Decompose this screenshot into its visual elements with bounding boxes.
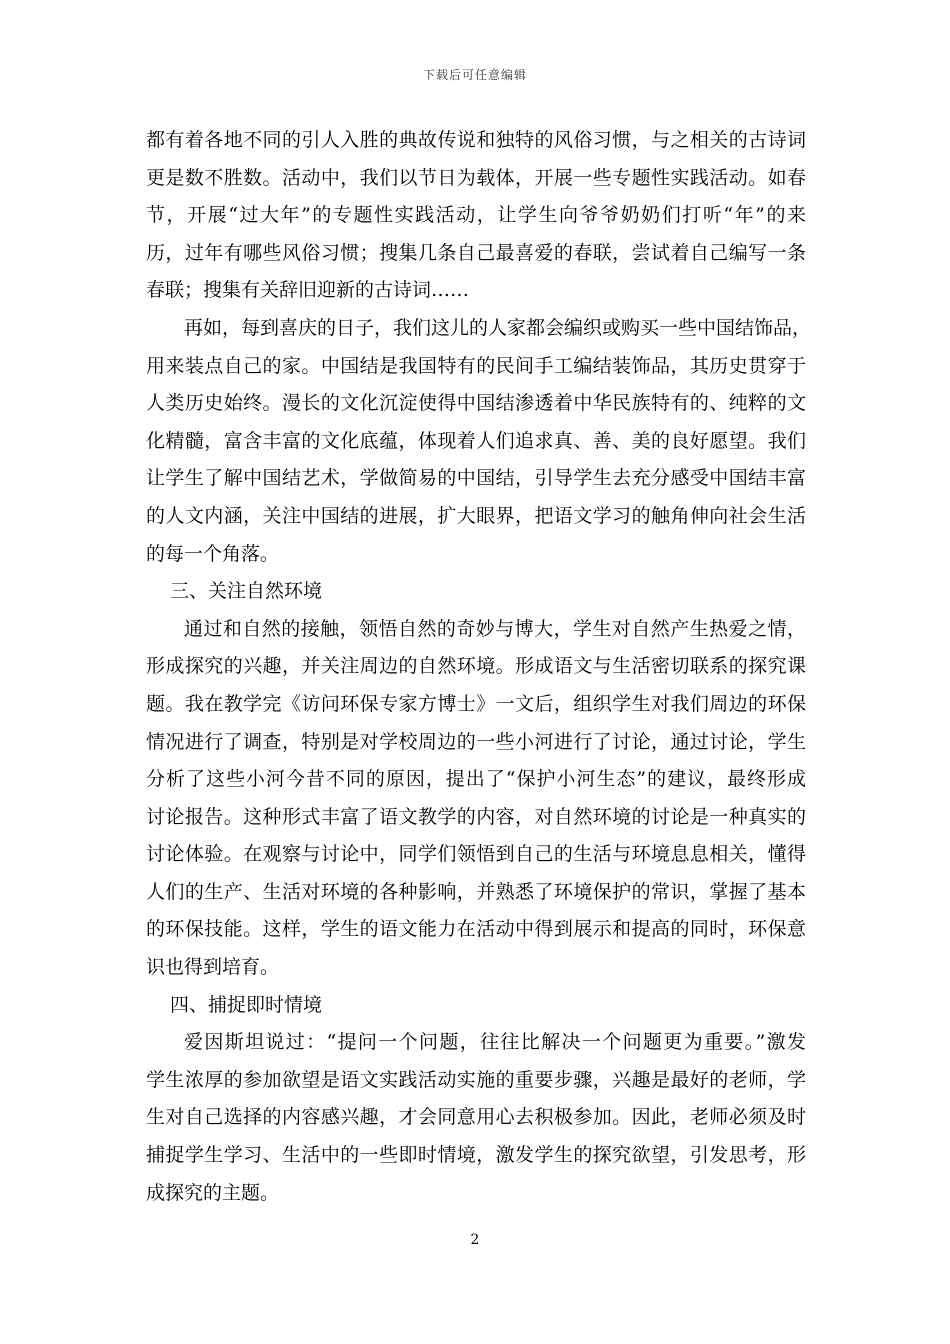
page-header: 下载后可任意编辑	[422, 68, 527, 82]
text-line: 学生浓厚的参加欲望是语文实践活动实施的重要步骤，兴趣是最好的老师，学	[146, 1068, 806, 1091]
text-line: 题。我在教学完《访问环保专家方博士》一文后，组织学生对我们周边的环保	[146, 692, 806, 715]
section-heading: 三、关注自然环境	[170, 580, 323, 603]
text-line: 春联；搜集有关辞旧迎新的古诗词……	[146, 279, 470, 302]
text-line: 都有着各地不同的引人入胜的典故传说和独特的风俗习惯，与之相关的古诗词	[146, 129, 806, 151]
text-line: 捕捉学生学习、生活中的一些即时情境，激发学生的探究欲望，引发思考，形	[146, 1144, 806, 1167]
text-line: 历，过年有哪些风俗习惯；搜集几条自己最喜爱的春联，尝试着自己编写一条	[146, 241, 806, 264]
text-line: 情况进行了调查，特别是对学校周边的一些小河进行了讨论，通过讨论，学生	[146, 730, 806, 753]
text-line: 的人文内涵，关注中国结的进展，扩大眼界，把语文学习的触角伸向社会生活	[146, 504, 806, 527]
text-line: 成探究的主题。	[146, 1181, 280, 1204]
body-text	[146, 122, 812, 1212]
text-line: 分析了这些小河今昔不同的原因，提出了“保护小河生态”的建议，最终形成	[146, 768, 806, 791]
text-line: 形成探究的兴趣，并关注周边的自然环境。形成语文与生活密切联系的探究课	[146, 655, 806, 678]
text-line: 让学生了解中国结艺术，学做简易的中国结，引导学生去充分感受中国结丰富	[146, 467, 806, 490]
text-line: 讨论报告。这种形式丰富了语文教学的内容，对自然环境的讨论是一种真实的	[146, 805, 806, 828]
text-line: 化精髓，富含丰富的文化底蕴，体现着人们追求真、善、美的良好愿望。我们	[146, 429, 806, 452]
text-line: 爱因斯坦说过：“提问一个问题，往往比解决一个问题更为重要。”激发	[184, 1031, 806, 1054]
text-line: 生对自己选择的内容感兴趣，才会同意用心去积极参加。因此，老师必须及时	[146, 1106, 806, 1129]
text-line: 用来装点自己的家。中国结是我国特有的民间手工编结装饰品，其历史贯穿于	[146, 354, 806, 377]
text-line: 人类历史始终。漫长的文化沉淀使得中国结渗透着中华民族特有的、纯粹的文	[146, 392, 806, 415]
text-line: 通过和自然的接触，领悟自然的奇妙与博大，学生对自然产生热爱之情，	[184, 617, 806, 640]
text-line: 识也得到培育。	[146, 956, 280, 979]
text-line: 再如，每到喜庆的日子，我们这儿的人家都会编织或购买一些中国结饰品，	[184, 316, 812, 339]
text-line: 讨论体验。在观察与讨论中，同学们领悟到自己的生活与环境息息相关，懂得	[146, 843, 806, 866]
page-number: 2	[470, 1232, 480, 1248]
text-line: 人们的生产、生活对环境的各种影响，并熟悉了环境保护的常识，掌握了基本	[146, 880, 806, 903]
section-heading: 四、捕捉即时情境	[170, 993, 323, 1016]
text-line: 的环保技能。这样，学生的语文能力在活动中得到展示和提高的同时，环保意	[146, 918, 806, 941]
text-line: 节，开展“过大年”的专题性实践活动，让学生向爷爷奶奶们打听“年”的来	[146, 204, 806, 227]
text-line: 更是数不胜数。活动中，我们以节日为载体，开展一些专题性实践活动。如春	[146, 166, 806, 189]
text-line: 的每一个角落。	[146, 542, 280, 565]
